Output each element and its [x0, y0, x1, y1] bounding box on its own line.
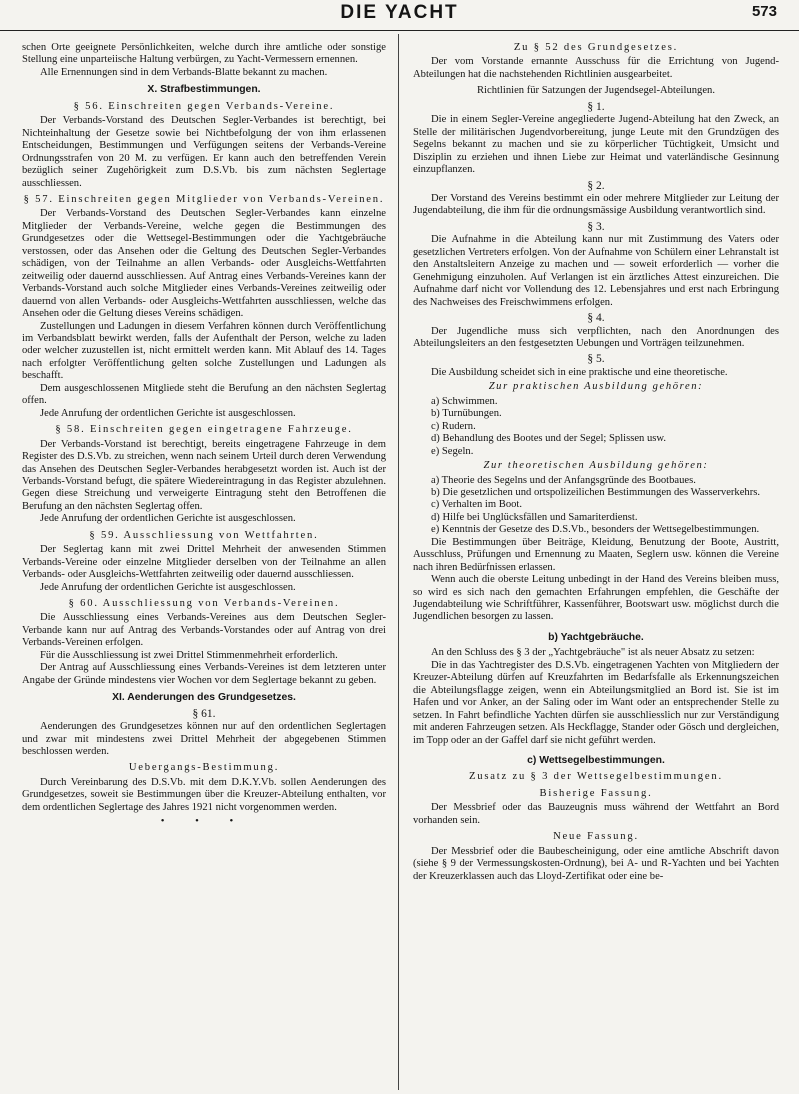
- subsection-heading: Bisherige Fassung.: [539, 787, 653, 799]
- list-item: e) Segeln.: [431, 445, 474, 457]
- article-heading: § 1.: [587, 100, 605, 113]
- page-number: 573: [751, 3, 777, 20]
- page-header: [0, 0, 799, 31]
- paragraph: Jede Anrufung der ordentlichen Gerichte ist ausgeschlossen.: [40, 581, 296, 593]
- section-heading: Zu § 52 des Grundgesetzes.: [513, 42, 679, 53]
- left-column: [22, 42, 386, 829]
- list-item: c) Rudern.: [431, 420, 476, 432]
- list-item: d) Behandlung des Bootes und der Segel; Splissen usw.: [431, 433, 667, 445]
- article-heading: § 5.: [587, 353, 605, 366]
- list-heading: Zur praktischen Ausbildung gehören:: [488, 381, 704, 393]
- list-item: a) Schwimmen.: [431, 395, 498, 407]
- paragraph: Die in das Yachtregister des D.S.Vb. eingetragenen Yachten von Mitgliedern der Kreuzer-Abteilung dürfen auf Kreuzfahrten im Bedarfsfalle als Erkennungszeichen die Abteilungsflagge zeigen, wenn ein Abteilungsmitglied an Bord ist. Sie ist im Hafen und vor Anker, an der Saling oder im Want oder an entsprechender Stelle zu setzen. In Fahrt befindliche Yachten dürfen sie ausschliesslich nur zur Verständigung mit anderen Fahrzeugen setzen. Als Heckflagge, Stander oder Gösch und dergleichen, im Topp oder an der Gaffel darf sie nicht geführt werden.: [413, 659, 779, 746]
- section-heading: c) Wettsegelbestimmungen.: [527, 755, 665, 767]
- section-heading: XI. Aenderungen des Grundgesetzes.: [112, 692, 296, 704]
- paragraph: Wenn auch die oberste Leitung unbedingt in der Hand des Vereins bleiben muss, so wird es sich nach den gemachten Erfahrungen empfehlen, die Geschäfte der Jugendabteilung wie Schriftführer, Kassenführer, Bootswart usw. möglichst durch die Jugendlichen besorgen zu lassen.: [413, 574, 779, 623]
- paragraph: Der Verbands-Vorstand ist berechtigt, bereits eingetragene Fahrzeuge in dem Register des D.S.Vb. zu streichen, wenn nach seinem Urteil durch deren Verwendung das Ansehen des Deutschen Segler-Verbandes herabgesetzt worden ist. Auch ist der Verbands-Vorstand befugt, die spätere Wiedereintragung in das Register abzulehnen. Gegen diese Streichung und verweigerte Eintragung steht den Betroffenen die Berufung an den nächsten Seglertag offen.: [22, 438, 386, 512]
- paragraph: Die Ausschliessung eines Verbands-Vereines aus dem Deutschen Segler-Verbande kann nur auf Antrag des Verbands-Vorstandes oder auf Antrag von drei Verbands-Vereinen erfolgen.: [22, 612, 386, 649]
- paragraph: Der Antrag auf Ausschliessung eines Verbands-Vereines ist dem letzteren unter Angabe der Gründe mindestens vier Wochen vor dem Seglertage bekannt zu geben.: [22, 662, 386, 686]
- paragraph: Der Seglertag kann mit zwei Drittel Mehrheit der anwesenden Stimmen Verbands-Vereine oder einzelne Mitglieder derselben von der Teilnahme an allen Verbands- oder Ausgleichs-Wettfahrten zeitweilig oder dauernd ausschliessen.: [22, 544, 386, 581]
- paragraph: Zustellungen und Ladungen in diesem Verfahren können durch Veröffentlichung im Verbandsblatt bewirkt werden, falls der Aufenthalt der Person, welche zu laden oder welcher zuzustellen ist, nicht ermittelt werden kann. Mit Ablauf des 14. Tages nach erfolgter Veröffentlichung gelten solche Zustellungen und Ladungen als beschafft.: [22, 320, 386, 382]
- ornament-dots: • • •: [160, 816, 248, 828]
- paragraph: Durch Vereinbarung des D.S.Vb. mit dem D.K.Y.Vb. sollen Aenderungen des Grundgesetzes, soweit sie Bestimmungen über die Kreuzer-Abteilung enthalten, vor dem ordentlichen Seglertage des Jahres 1921 nicht vorgenommen werden.: [22, 776, 386, 813]
- column-divider: [398, 34, 399, 1090]
- paragraph: Die Ausbildung scheidet sich in eine praktische und eine theoretische.: [431, 366, 728, 378]
- paragraph: Der vom Vorstande ernannte Ausschuss für die Errichtung von Jugend-Abteilungen hat die nachstehenden Richtlinien ausgearbeitet.: [413, 56, 779, 80]
- paragraph: Die Bestimmungen über Beiträge, Kleidung, Benutzung der Boote, Austritt, Ausschluss, Prüfungen und Ernennung zu Maaten, Seglern usw. können die Vereine nach ihren Bedürfnissen erlassen.: [413, 536, 779, 573]
- list-item: c) Verhalten im Boot.: [431, 499, 523, 511]
- paragraph: Jede Anrufung der ordentlichen Gerichte ist ausgeschlossen.: [40, 513, 296, 525]
- subsection-heading: Neue Fassung.: [553, 831, 639, 843]
- paragraph: Der Verbands-Vorstand des Deutschen Segler-Verbandes ist berechtigt, bei Nichteinhaltung der Gesetze sowie bei Nichtbefolgung der von ihm erlassenen Entscheidungen, Bestimmungen und Verfügungen seitens der Verbands-Vereine Ordnungsstrafen von 20 M. zu verfügen. Er kann auch den betreffenden Verein bezüglich seiner Zugehörigkeit zum D.S.Vb. bis zum nächsten Seglertage ausschliessen.: [22, 115, 386, 189]
- section-heading: b) Yachtgebräuche.: [548, 631, 644, 643]
- paragraph: Der Messbrief oder die Baubescheinigung, oder eine amtliche Abschrift davon (siehe § 9 der Vermessungskosten-Ordnung), bei A- und R-Yachten und bei Yachten der Kreuzerklassen auch das Lloyd-Zertifikat oder eine be-: [413, 845, 779, 882]
- article-heading: § 56. Einschreiten gegen Verbands-Vereine.: [73, 100, 335, 112]
- section-heading: X. Strafbestimmungen.: [147, 84, 261, 96]
- paragraph: Der Vorstand des Vereins bestimmt ein oder mehrere Mitglieder zur Leitung der Jugendabteilung, die ihm für die ordnungsmässige Ausbildung verantwortlich sind.: [413, 192, 779, 217]
- practical-list: [413, 396, 779, 458]
- paragraph: Aenderungen des Grundgesetzes können nur auf den ordentlichen Seglertagen und zwar mit mindestens zwei Drittel Mehrheit der abgegebenen Stimmen beschlossen werden.: [22, 721, 386, 758]
- list-item: a) Theorie des Segelns und der Anfangsgründe des Bootbaues.: [431, 474, 696, 486]
- article-heading: § 60. Ausschliessung von Verbands-Vereinen.: [68, 598, 340, 610]
- paragraph: Der Jugendliche muss sich verpflichten, nach den Anordnungen des Abteilungsleiters an den festgesetzten Uebungen und Vorträgen teilzunehmen.: [413, 325, 779, 349]
- magazine-title: DIE YACHT: [340, 2, 459, 23]
- list-item: e) Kenntnis der Gesetze des D.S.Vb., besonders der Wettsegelbestimmungen.: [431, 524, 760, 536]
- right-column: [413, 42, 779, 883]
- list-item: d) Hilfe bei Unglücksfällen und Samariterdienst.: [431, 511, 638, 523]
- list-heading: Zur theoretischen Ausbildung gehören:: [483, 460, 709, 472]
- subsection-heading: Richtlinien für Satzungen der Jugendsegel-Abteilungen.: [476, 85, 715, 97]
- article-heading: § 3.: [587, 220, 605, 233]
- list-item: b) Die gesetzlichen und ortspolizeilichen Bestimmungen des Wasserverkehrs.: [431, 486, 761, 498]
- paragraph: Jede Anrufung der ordentlichen Gerichte ist ausgeschlossen.: [40, 407, 296, 419]
- paragraph: schen Orte geeignete Persönlichkeiten, welche durch ihre amtliche oder sonstige Stellung eine unparteiische Haltung verbürgen, zu Yacht-Vermessern ernennen.: [22, 42, 386, 66]
- paragraph: Die Aufnahme in die Abteilung kann nur mit Zustimmung des Vaters oder gesetzlichen Vertreters erfolgen. Von der Aufnahme von Schülern einer Lehranstalt ist den Anstaltsleitern Anzeige zu machen und — soweit erforderlich — vorher die Genehmigung einzuholen. Auf Verlangen ist ein ärztliches Attest einzureichen. Die Aufnahme darf nicht vor Vollendung des 12. Lebensjahres und erst nach Erbringung des Nachweises des Freischwimmens erfolgen.: [413, 234, 779, 308]
- article-heading: § 61.: [192, 707, 216, 720]
- paragraph: Die in einem Segler-Vereine angegliederte Jugend-Abteilung hat den Zweck, an Stelle der militärischen Jugendvorbereitung, junge Leute mit den Grundzügen des Segelns bekannt zu machen und sie zu körperlicher Tüchtigkeit, Umsicht und Disziplin zu erziehen und ihnen Liebe zur Heimat und vaterländische Gesinnung einzupflanzen.: [413, 114, 779, 176]
- paragraph: An den Schluss des § 3 der „Yachtgebräuche" ist als neuer Absatz zu setzen:: [431, 647, 755, 659]
- article-heading: § 59. Ausschliessung von Wettfahrten.: [89, 529, 319, 541]
- paragraph: Für die Ausschliessung ist zwei Drittel Stimmenmehrheit erforderlich.: [40, 649, 338, 661]
- subsection-heading: Uebergangs-Bestimmung.: [128, 762, 280, 774]
- article-heading: § 58. Einschreiten gegen eingetragene Fahrzeuge.: [55, 424, 353, 436]
- paragraph: Der Verbands-Vorstand des Deutschen Segler-Verbandes kann einzelne Mitglieder der Verbands-Vereine, welche gegen die Bestimmungen des Grundgesetzes oder die Wettsegel-Bestimmungen oder die Yachtgebräuche verstossen, oder das Ansehen oder die Geltung des Deutschen Segler-Verbandes schädigen, von der Teilnahme an allen Verbands- oder Ausgleichs-Wettfahrten zeitweilig oder dauernd ausschliessen. Auf Antrag eines Verbands-Vereines kann der Verbands-Vorstand auch solche Mitglieder eines Verbands-Vereines zeitweilig oder dauernd von allen Verbands- oder Ausgleichs-Wettfahrten ausschliessen, welche das Ansehen oder die Geltung dieses Vereins schädigen.: [22, 208, 386, 320]
- list-item: b) Turnübungen.: [431, 408, 502, 420]
- paragraph: Alle Ernennungen sind in dem Verbands-Blatte bekannt zu machen.: [40, 66, 328, 78]
- article-heading: § 2.: [587, 179, 605, 192]
- theoretical-list: [413, 475, 779, 537]
- article-heading: § 57. Einschreiten gegen Mitglieder von Verbands-Vereinen.: [23, 193, 385, 205]
- article-heading: § 4.: [587, 312, 605, 325]
- paragraph: Der Messbrief oder das Bauzeugnis muss während der Wettfahrt an Bord vorhanden sein.: [413, 802, 779, 826]
- paragraph: Dem ausgeschlossenen Mitgliede steht die Berufung an den nächsten Seglertag offen.: [22, 382, 386, 407]
- subsection-heading: Zusatz zu § 3 der Wettsegelbestimmungen.: [469, 771, 723, 783]
